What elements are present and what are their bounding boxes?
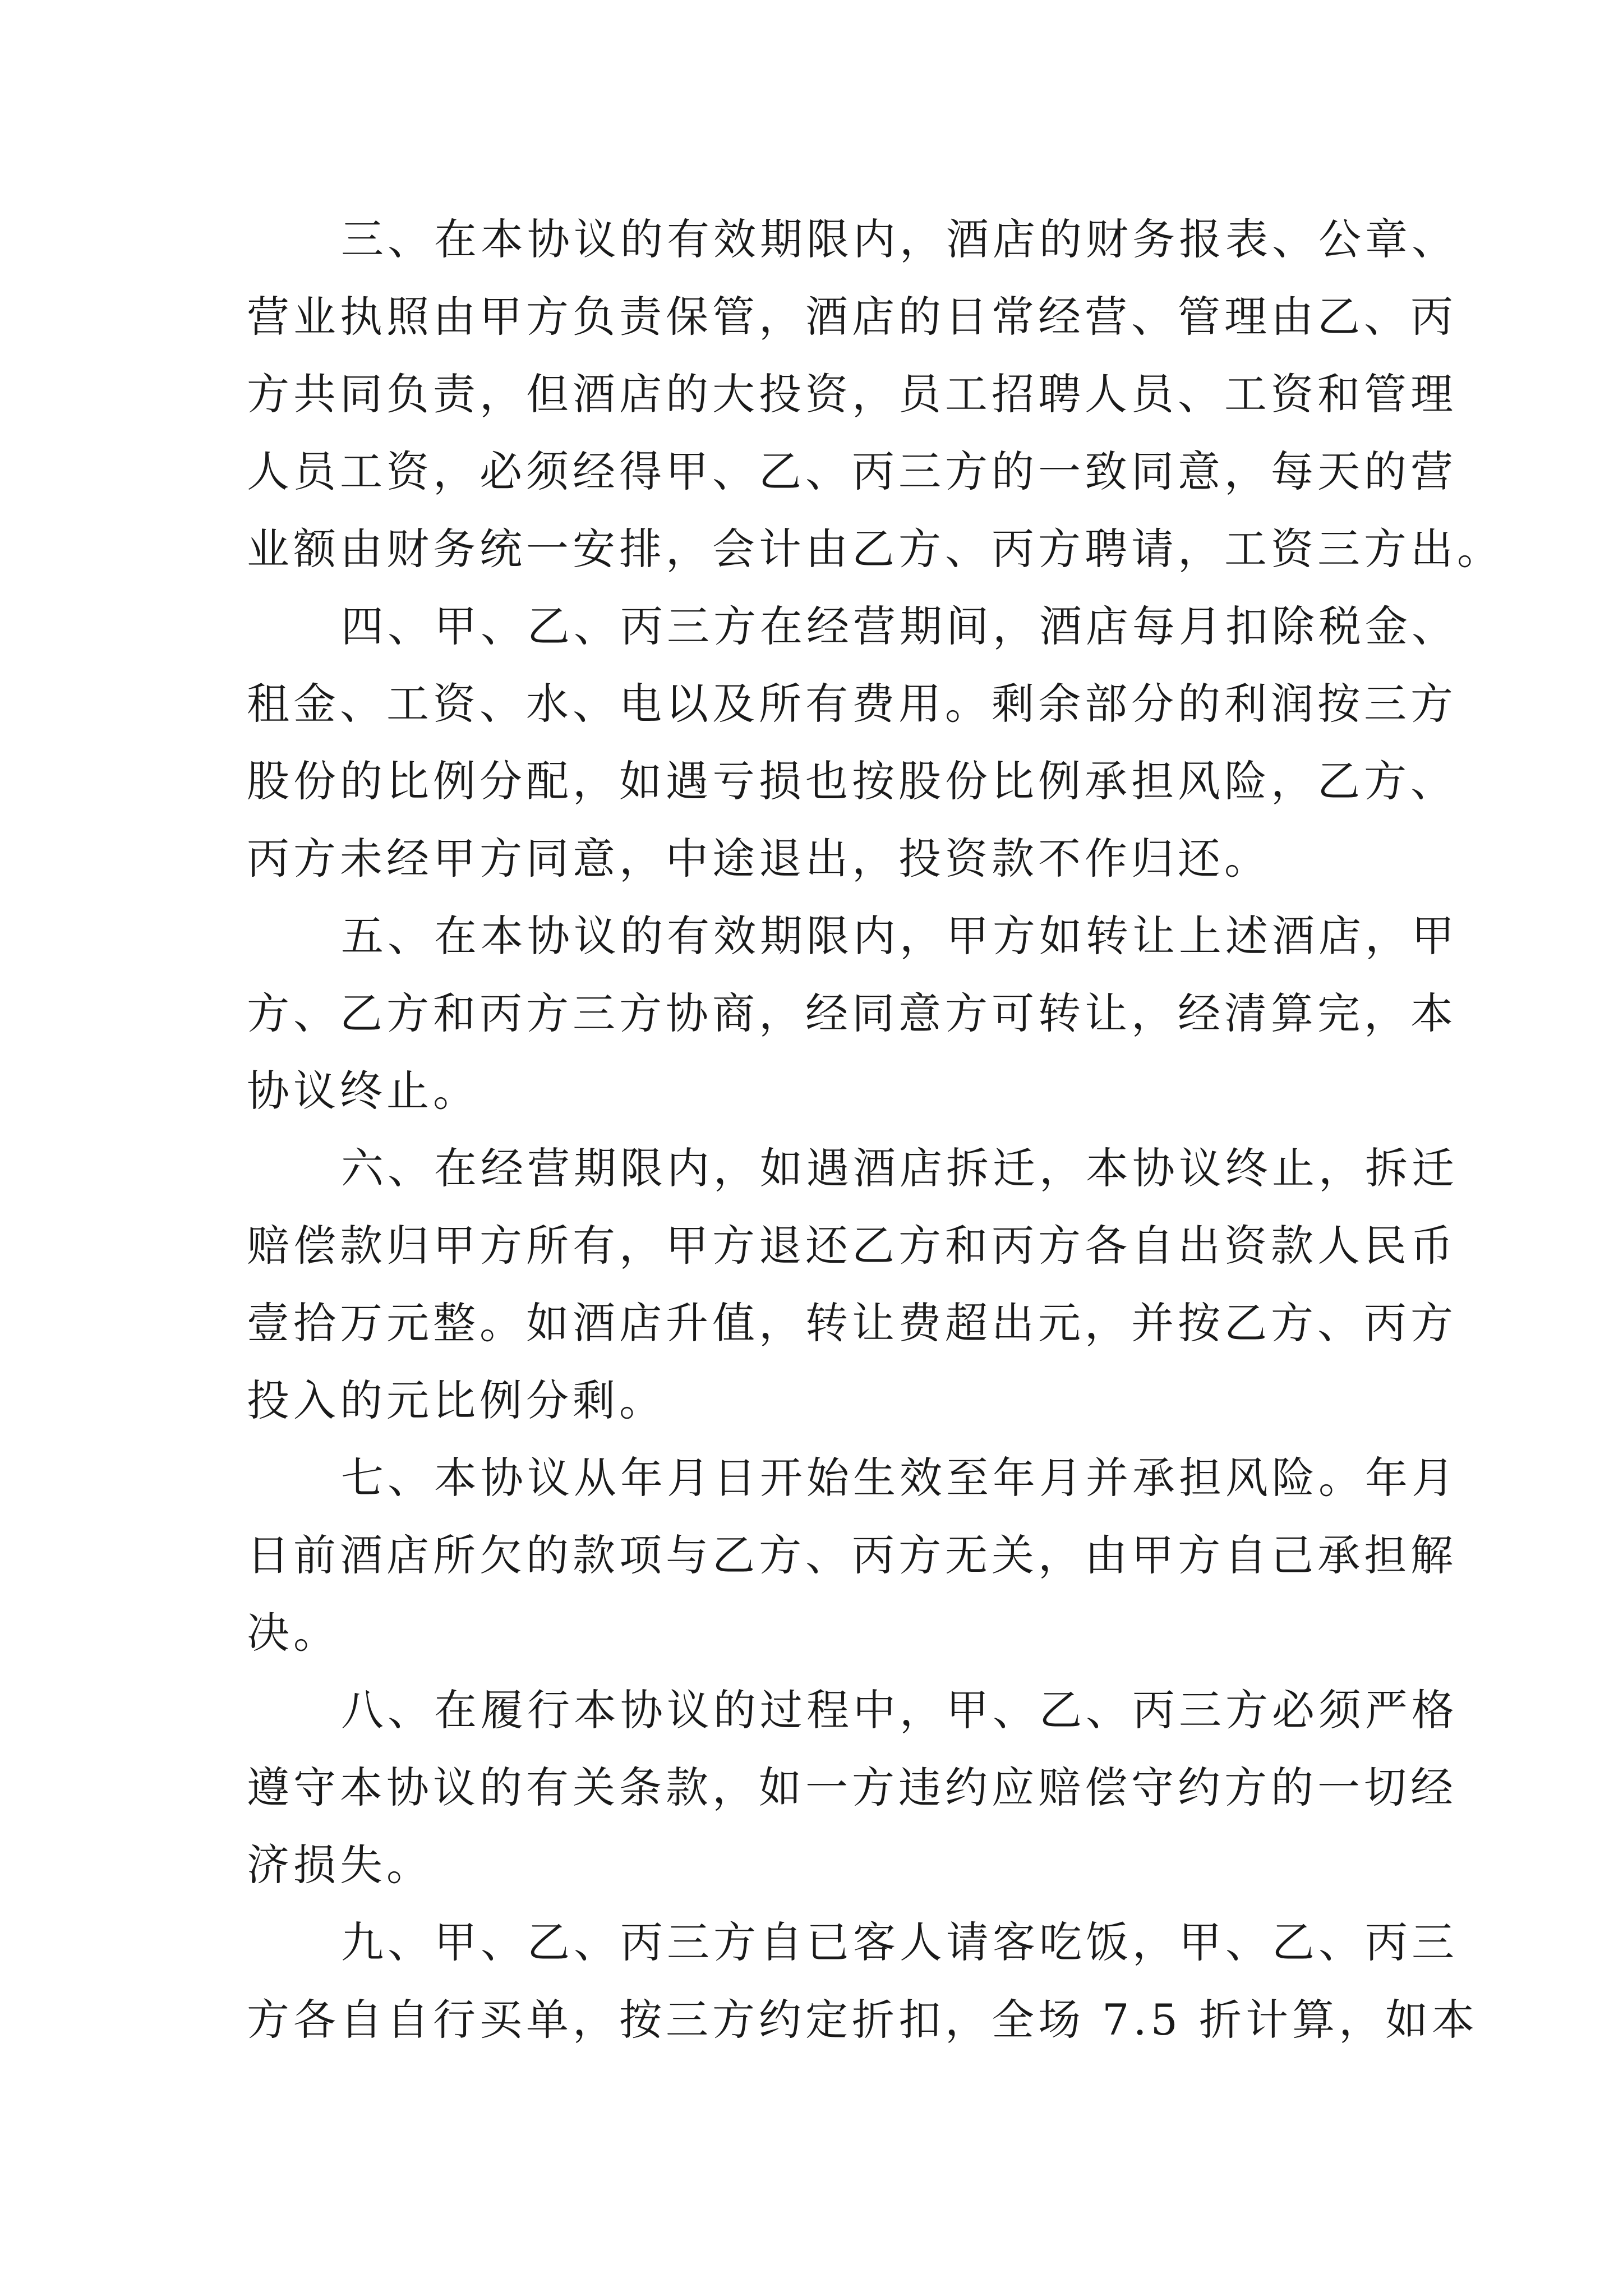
text-line: 六、在经营期限内，如遇酒店拆迁，本协议终止，拆迁 <box>341 1143 1458 1193</box>
clause-5 <box>247 898 1458 1130</box>
text-line: 壹拾万元整。如酒店升值，转让费超出元，并按乙方、丙方 <box>247 1298 1457 1348</box>
text-line: 营业执照由甲方负责保管，酒店的日常经营、管理由乙、丙 <box>247 292 1457 342</box>
text-line: 丙方未经甲方同意，中途退出，投资款不作归还。 <box>247 834 1271 884</box>
text-line: 股份的比例分配，如遇亏损也按股份比例承担风险，乙方、 <box>247 756 1457 806</box>
text-line: 赔偿款归甲方所有，甲方退还乙方和丙方各自出资款人民币 <box>247 1221 1457 1271</box>
clause-9 <box>247 1904 1479 2059</box>
text-line: 方共同负责，但酒店的大投资，员工招聘人员、工资和管理 <box>247 369 1457 419</box>
text-line: 人员工资，必须经得甲、乙、丙三方的一致同意，每天的营 <box>247 447 1457 496</box>
text-line: 日前酒店所欠的款项与乙方、丙方无关，由甲方自己承担解 <box>247 1530 1457 1580</box>
clause-4 <box>247 588 1458 898</box>
text-line: 济损失。 <box>247 1840 433 1890</box>
text-line: 遵守本协议的有关条款，如一方违约应赔偿守约方的一切经 <box>247 1763 1457 1812</box>
clause-3 <box>247 201 1504 588</box>
text-line: 决。 <box>247 1608 340 1658</box>
text-line: 方、乙方和丙方三方协商，经同意方可转让，经清算完，本 <box>247 988 1457 1038</box>
text-line: 五、在本协议的有效期限内，甲方如转让上述酒店，甲 <box>341 911 1458 961</box>
text-line: 七、本协议从年月日开始生效至年月并承担风险。年月 <box>341 1453 1458 1503</box>
text-line: 九、甲、乙、丙三方自已客人请客吃饭，甲、乙、丙三 <box>341 1917 1458 1967</box>
text-line: 三、在本协议的有效期限内，酒店的财务报表、公章、 <box>341 214 1458 264</box>
text-line: 方各自自行买单，按三方约定折扣，全场 7.5 折计算，如本 <box>247 1995 1479 2045</box>
clause-7 <box>247 1439 1458 1672</box>
text-line: 协议终止。 <box>247 1066 479 1116</box>
text-line: 投入的元比例分剩。 <box>247 1375 666 1425</box>
clause-6 <box>247 1130 1458 1439</box>
text-line: 四、甲、乙、丙三方在经营期间，酒店每月扣除税金、 <box>341 601 1458 651</box>
document-body <box>247 201 1504 2059</box>
text-line: 租金、工资、水、电以及所有费用。剩余部分的利润按三方 <box>247 679 1457 729</box>
text-line: 八、在履行本协议的过程中，甲、乙、丙三方必须严格 <box>341 1685 1458 1735</box>
text-line: 业额由财务统一安排，会计由乙方、丙方聘请，工资三方出。 <box>247 524 1504 574</box>
clause-8 <box>247 1672 1458 1904</box>
